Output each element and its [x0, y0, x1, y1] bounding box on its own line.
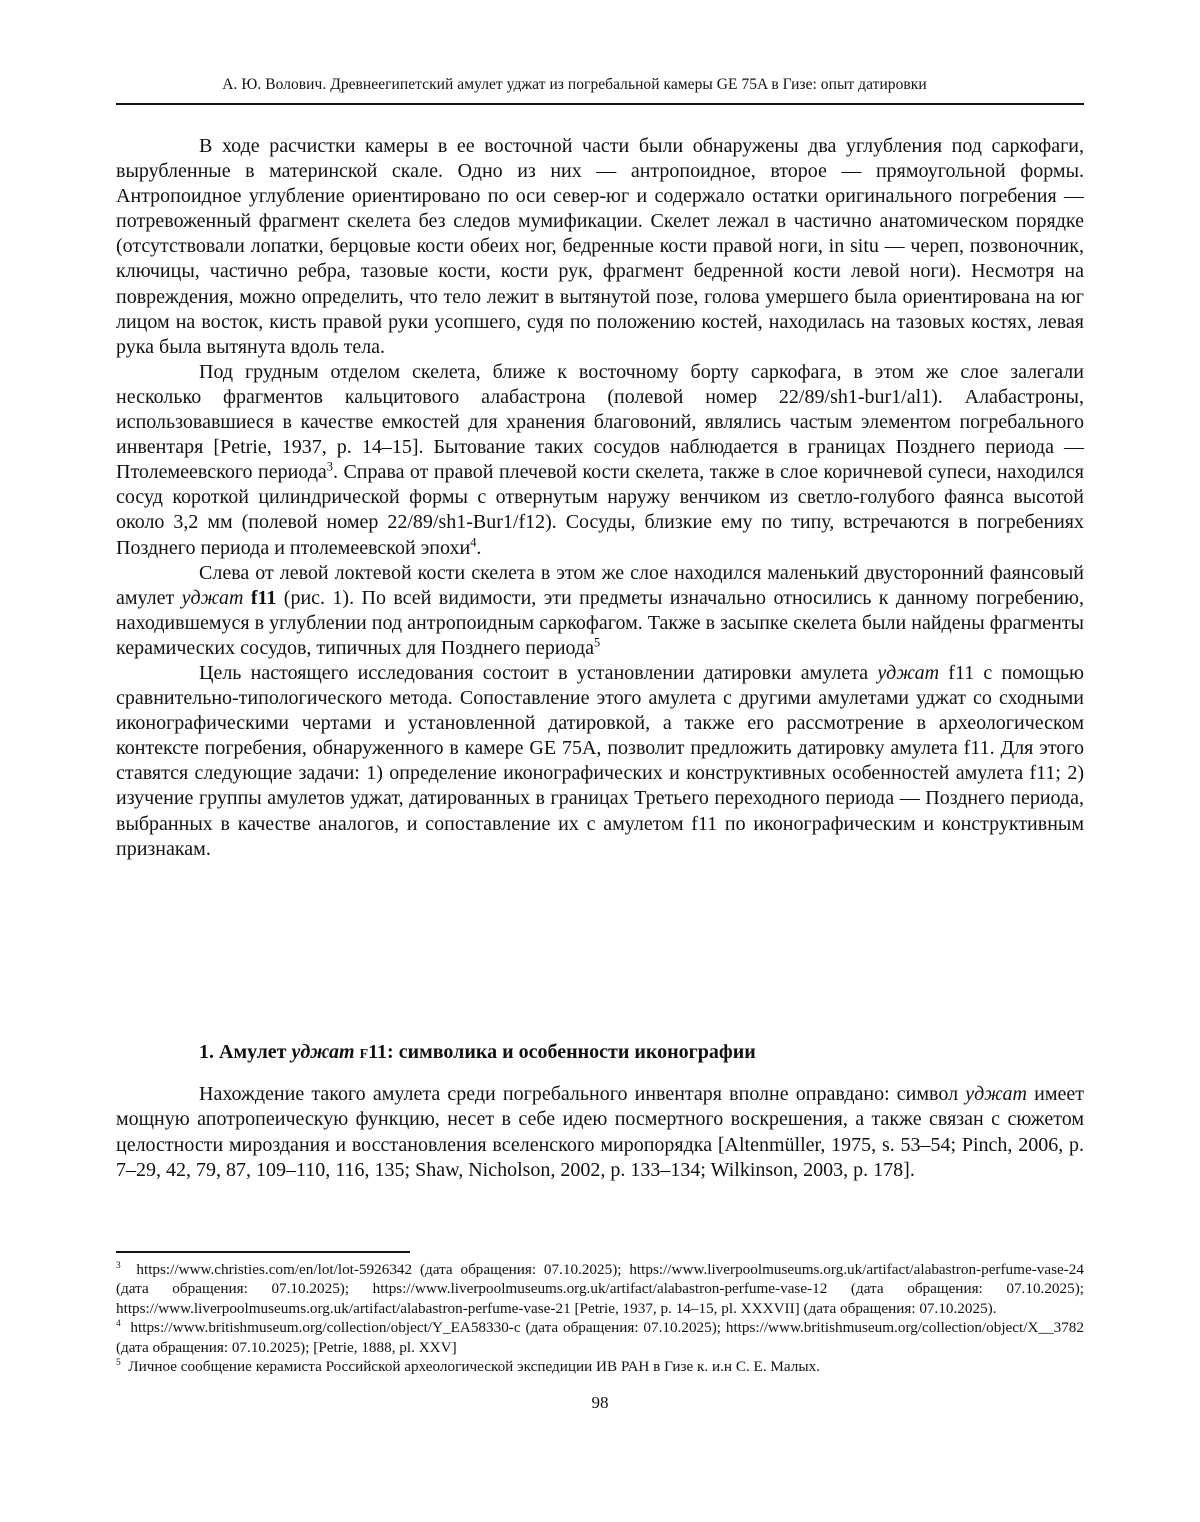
section-heading-code: f11 [359, 1041, 388, 1063]
paragraph-5-text-a: Нахождение такого амулета среди погребального инвентаря вполне оправдано: символ [199, 1083, 966, 1105]
paragraph-1: В ходе расчистки камеры в ее восточной части были обнаружены два углубления под саркофаги, вырубленные в материнской скале. Одно из них — антропоидное, второе — прямоугольной формы. Антропоидное углубление ориентировано по оси север-юг и содержало остатки оригинального погребения — потревоженный фрагмент скелета без следов мумификации. Скелет лежал в частично анатомическом порядке (отсутствовали лопатки, берцовые кости обеих ног, бедренные кости правой ноги, in situ — череп, позвоночник, ключицы, частично ребра, тазовые кости, кости рук, фрагмент бедренной кости левой ноги). Несмотря на повреждения, можно определить, что тело лежит в вытянутой позе, голова умершего была ориентирована на юг лицом на восток, кисть правой руки усопшего, судя по положению костей, находилась на тазовых костях, левая рука была вытянута вдоль тела. [116, 135, 1084, 358]
footnote-4 [116, 1318, 1084, 1357]
section-heading-rest: : символика и особенности иконографии [387, 1041, 756, 1063]
footnotes [116, 1260, 1084, 1376]
footnote-3 [116, 1260, 1084, 1318]
paragraph-5-text-b: имеет мощную апотропеическую функцию, несет в себе идею посмертного воскрешения, а также связан с сюжетом целостности мироздания и восстановления вселенского миропорядка [Altenmüller, 1975, s. 53–54; Pinch, 2006, p. 7–29, 42, 79, 87, 109–110, 116, 135; Shaw, Nicholson, 2002, p. 133–134; Wilkinson, 2003, p. 178]. [116, 1083, 1084, 1182]
running-head: А. Ю. Волович. Древнеегипетский амулет уджат из погребальной камеры GE 75A в Гизе: опыт датировки [222, 76, 927, 93]
paragraph-4-text-a: Цель настоящего исследования состоит в установлении датировки амулета [199, 661, 878, 684]
paragraph-2-text-a: Под грудным отделом скелета, ближе к восточному борту саркофага, в этом же слое залегали несколько фрагментов кальцитового алабастрона (полевой номер 22/89/sh1-bur1/al1). Алабастроны, использовавшиеся в качестве емкостей для хранения благовоний, являлись частым элементом погребального инвентаря [Petrie, 1937, p. 14–15]. Бытование таких сосудов наблюдается в границах Позднего периода — Птолемеевского периода [116, 360, 1084, 484]
object-code-f11: f11 [250, 586, 277, 609]
section-heading-number: 1. Амулет [199, 1041, 292, 1063]
footnote-ref-5[interactable]: 5 [594, 635, 601, 650]
paragraph-5 [116, 1082, 1084, 1184]
term-udjat: уджат [181, 586, 244, 609]
footnote-4-text[interactable]: https://www.britishmuseum.org/collection/object/Y_EA58330-c (дата обращения: 07.10.2025); https://www.britishmuseum.org/collection/object/X__3782 (дата обращения: 07.10.2025); [Petrie, 1888, pl. XXV] [116, 1319, 1084, 1356]
footnote-5-mark: 5 [116, 1357, 121, 1368]
paragraph-3 [116, 561, 1084, 661]
paragraph-4 [116, 661, 1084, 862]
page-number: 98 [591, 1393, 609, 1412]
term-udjat: уджат [877, 661, 940, 684]
section-body [116, 1082, 1084, 1184]
body-text [116, 134, 1084, 862]
paragraph-2-text-b: . Справа от правой плечевой кости скелета, также в слое коричневой супеси, находился сосуд короткой цилиндрической формы с отвернутым наружу венчиком из светло-голубого фаянса высотой около 3,2 мм (полевой номер 22/89/sh1-Bur1/f12). Сосуды, близкие ему по типу, встречаются в погребениях Позднего периода и птолемеевской эпохи [116, 461, 1084, 559]
header-rule [116, 103, 1084, 105]
paragraph-3-text-a: Слева от левой локтевой кости скелета в этом же слое находился маленький двусторонний фаянсовый амулет [116, 561, 1084, 609]
footnote-5-text: Личное сообщение керамиста Российской археологической экспедиции ИВ РАН в Гизе к. и.н С. Е. Малых. [128, 1358, 820, 1376]
footnote-3-mark: 3 [116, 1260, 121, 1271]
footnote-5 [116, 1357, 1084, 1376]
paragraph-2-end: . [476, 536, 482, 559]
footnote-ref-3[interactable]: 3 [326, 459, 333, 474]
paragraph-3-text-b: (рис. 1). По всей видимости, эти предметы изначально относились к данному погребению, находившемуся в углублении под антропоидным саркофагом. Также в засыпке скелета были найдены фрагменты керамических сосудов, типичных для Позднего периода [116, 586, 1085, 659]
footnote-3-text[interactable]: https://www.christies.com/en/lot/lot-5926342 (дата обращения: 07.10.2025); https://www.liverpoolmuseums.org.uk/artifact/alabastron-perfume-vase-24 (дата обращения: 07.10.2025); https://www.liverpoolmuseums.org.uk/artifact/alabastron-perfume-vase-12 (дата обращения: 07.10.2025); https://www.liverpoolmuseums.org.uk/artifact/alabastron-perfume-vase-21 [Petrie, 1937, p. 14–15, pl. XXXVII] (дата обращения: 07.10.2025). [116, 1261, 1084, 1317]
footnote-4-mark: 4 [116, 1319, 121, 1330]
paragraph-2 [116, 360, 1084, 561]
paragraph-4-text-b: f11 с помощью сравнительно-типологического метода. Сопоставление этого амулета с другими амулетами уджат со сходными иконографическими чертами и установленной датировкой, а также его рассмотрение в археологическом контексте погребения, обнаруженного в камере GE 75A, позволит предложить датировку амулета f11. Для этого ставятся следующие задачи: 1) определение иконографических и конструктивных особенностей амулета f11; 2) изучение группы амулетов уджат, датированных в границах Третьего переходного периода — Позднего периода, выбранных в качестве аналогов, и сопоставление их с амулетом f11 по иконографическим и конструктивным признакам. [116, 661, 1084, 860]
section-heading-term: уджат [291, 1041, 355, 1063]
term-udjat: уджат [965, 1083, 1027, 1105]
footnote-rule [116, 1251, 410, 1253]
section-heading [199, 1041, 756, 1064]
footnote-ref-4[interactable]: 4 [470, 534, 477, 549]
